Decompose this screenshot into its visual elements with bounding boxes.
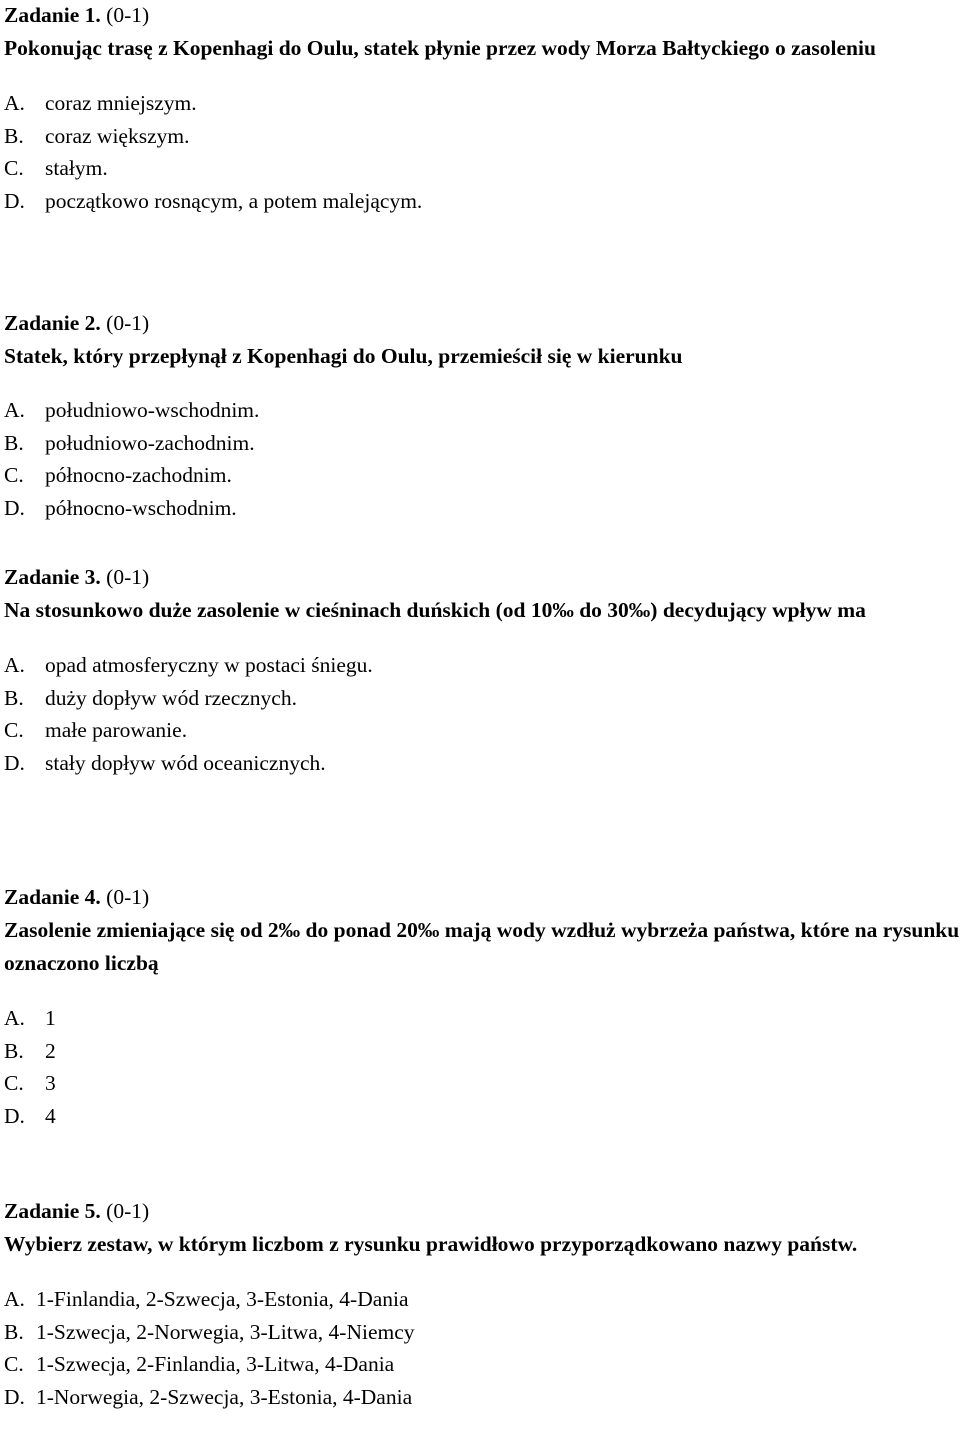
option-letter: C. (4, 718, 24, 742)
answer-option-d (4, 747, 960, 780)
option-letter: B. (4, 1319, 24, 1344)
answer-option-a (4, 87, 960, 120)
option-text: opad atmosferyczny w postaci śniegu. (45, 653, 373, 677)
option-text: północno-zachodnim. (45, 463, 232, 487)
task-5 (4, 1195, 960, 1413)
task-label: Zadanie 2. (4, 311, 101, 335)
task-header (4, 0, 960, 32)
option-text: 1-Finlandia, 2-Szwecja, 3-Estonia, 4-Dania (36, 1287, 409, 1311)
answer-option-b (4, 1035, 960, 1068)
option-text: 3 (45, 1071, 56, 1095)
option-text: stałym. (45, 156, 108, 180)
answer-option-d (4, 492, 960, 525)
task-points: (0-1) (106, 885, 150, 909)
task-2 (4, 307, 960, 524)
option-letter: B. (4, 1038, 24, 1063)
answer-option-c (4, 459, 960, 492)
task-label: Zadanie 1. (4, 3, 101, 27)
option-text: południowo-wschodnim. (45, 398, 260, 422)
option-text: 1-Szwecja, 2-Norwegia, 3-Litwa, 4-Niemcy (36, 1319, 415, 1344)
task-label: Zadanie 3. (4, 565, 101, 589)
answer-option-d (4, 1100, 960, 1133)
option-letter: B. (4, 685, 24, 710)
option-text: coraz większym. (45, 123, 190, 148)
answer-option-a (4, 1283, 960, 1316)
answer-option-b (4, 1316, 960, 1349)
answer-option-a (4, 649, 960, 682)
answer-options (4, 394, 960, 524)
answer-option-b (4, 427, 960, 460)
answer-option-c (4, 714, 960, 747)
answer-option-a (4, 394, 960, 427)
option-letter: C. (4, 1352, 24, 1376)
answer-option-a (4, 1002, 960, 1035)
task-question: Zasolenie zmieniające się od 2‰ do ponad 20‰ mają wody wzdłuż wybrzeża państwa, które na rysunku oznaczono liczbą (4, 918, 960, 975)
answer-options (4, 1283, 960, 1413)
task-points: (0-1) (106, 1199, 150, 1223)
task-label: Zadanie 5. (4, 1199, 101, 1223)
option-text: początkowo rosnącym, a potem malejącym. (45, 188, 423, 213)
task-3 (4, 561, 960, 779)
answer-option-d (4, 1381, 960, 1414)
option-letter: D. (4, 495, 25, 520)
answer-option-b (4, 120, 960, 153)
option-text: duży dopływ wód rzecznych. (45, 685, 297, 710)
answer-option-b (4, 682, 960, 715)
option-text: 1-Szwecja, 2-Finlandia, 3-Litwa, 4-Dania (36, 1352, 395, 1376)
option-text: 2 (45, 1038, 56, 1063)
option-letter: B. (4, 123, 24, 148)
option-text: małe parowanie. (45, 718, 188, 742)
option-text: 4 (45, 1103, 56, 1128)
answer-options (4, 649, 960, 779)
option-letter: A. (4, 91, 25, 115)
option-letter: B. (4, 430, 24, 455)
answer-option-c (4, 1067, 960, 1100)
task-header (4, 307, 960, 340)
task-header (4, 881, 960, 914)
option-text: 1 (45, 1006, 56, 1030)
option-letter: D. (4, 1384, 25, 1409)
option-letter: C. (4, 463, 24, 487)
task-4 (4, 881, 960, 1132)
option-text: północno-wschodnim. (45, 495, 237, 520)
task-label: Zadanie 4. (4, 885, 101, 909)
task-points: (0-1) (106, 311, 150, 335)
option-text: 1-Norwegia, 2-Szwecja, 3-Estonia, 4-Dania (36, 1384, 413, 1409)
option-letter: D. (4, 1103, 25, 1128)
option-letter: D. (4, 188, 25, 213)
task-header (4, 1195, 960, 1228)
answer-option-c (4, 1348, 960, 1381)
task-question: Pokonując trasę z Kopenhagi do Oulu, statek płynie przez wody Morza Bałtyckiego o zasoleniu (4, 36, 876, 60)
task-header (4, 561, 960, 594)
task-points: (0-1) (106, 565, 150, 589)
answer-options (4, 1002, 960, 1132)
task-1 (4, 0, 960, 217)
option-letter: A. (4, 653, 25, 677)
task-question: Wybierz zestaw, w którym liczbom z rysunku prawidłowo przyporządkowano nazwy państw. (4, 1232, 858, 1256)
option-letter: C. (4, 156, 24, 180)
task-question: Na stosunkowo duże zasolenie w cieśninach duńskich (od 10‰ do 30‰) decydujący wpływ ma (4, 598, 866, 622)
option-letter: A. (4, 1006, 25, 1030)
option-letter: A. (4, 1287, 25, 1311)
option-text: coraz mniejszym. (45, 91, 197, 115)
task-points: (0-1) (106, 3, 150, 27)
option-text: stały dopływ wód oceanicznych. (45, 750, 326, 775)
answer-options (4, 87, 960, 217)
option-letter: D. (4, 750, 25, 775)
option-text: południowo-zachodnim. (45, 430, 255, 455)
option-letter: C. (4, 1071, 24, 1095)
task-question: Statek, który przepłynął z Kopenhagi do Oulu, przemieścił się w kierunku (4, 344, 683, 368)
answer-option-d (4, 185, 960, 218)
answer-option-c (4, 152, 960, 185)
option-letter: A. (4, 398, 25, 422)
